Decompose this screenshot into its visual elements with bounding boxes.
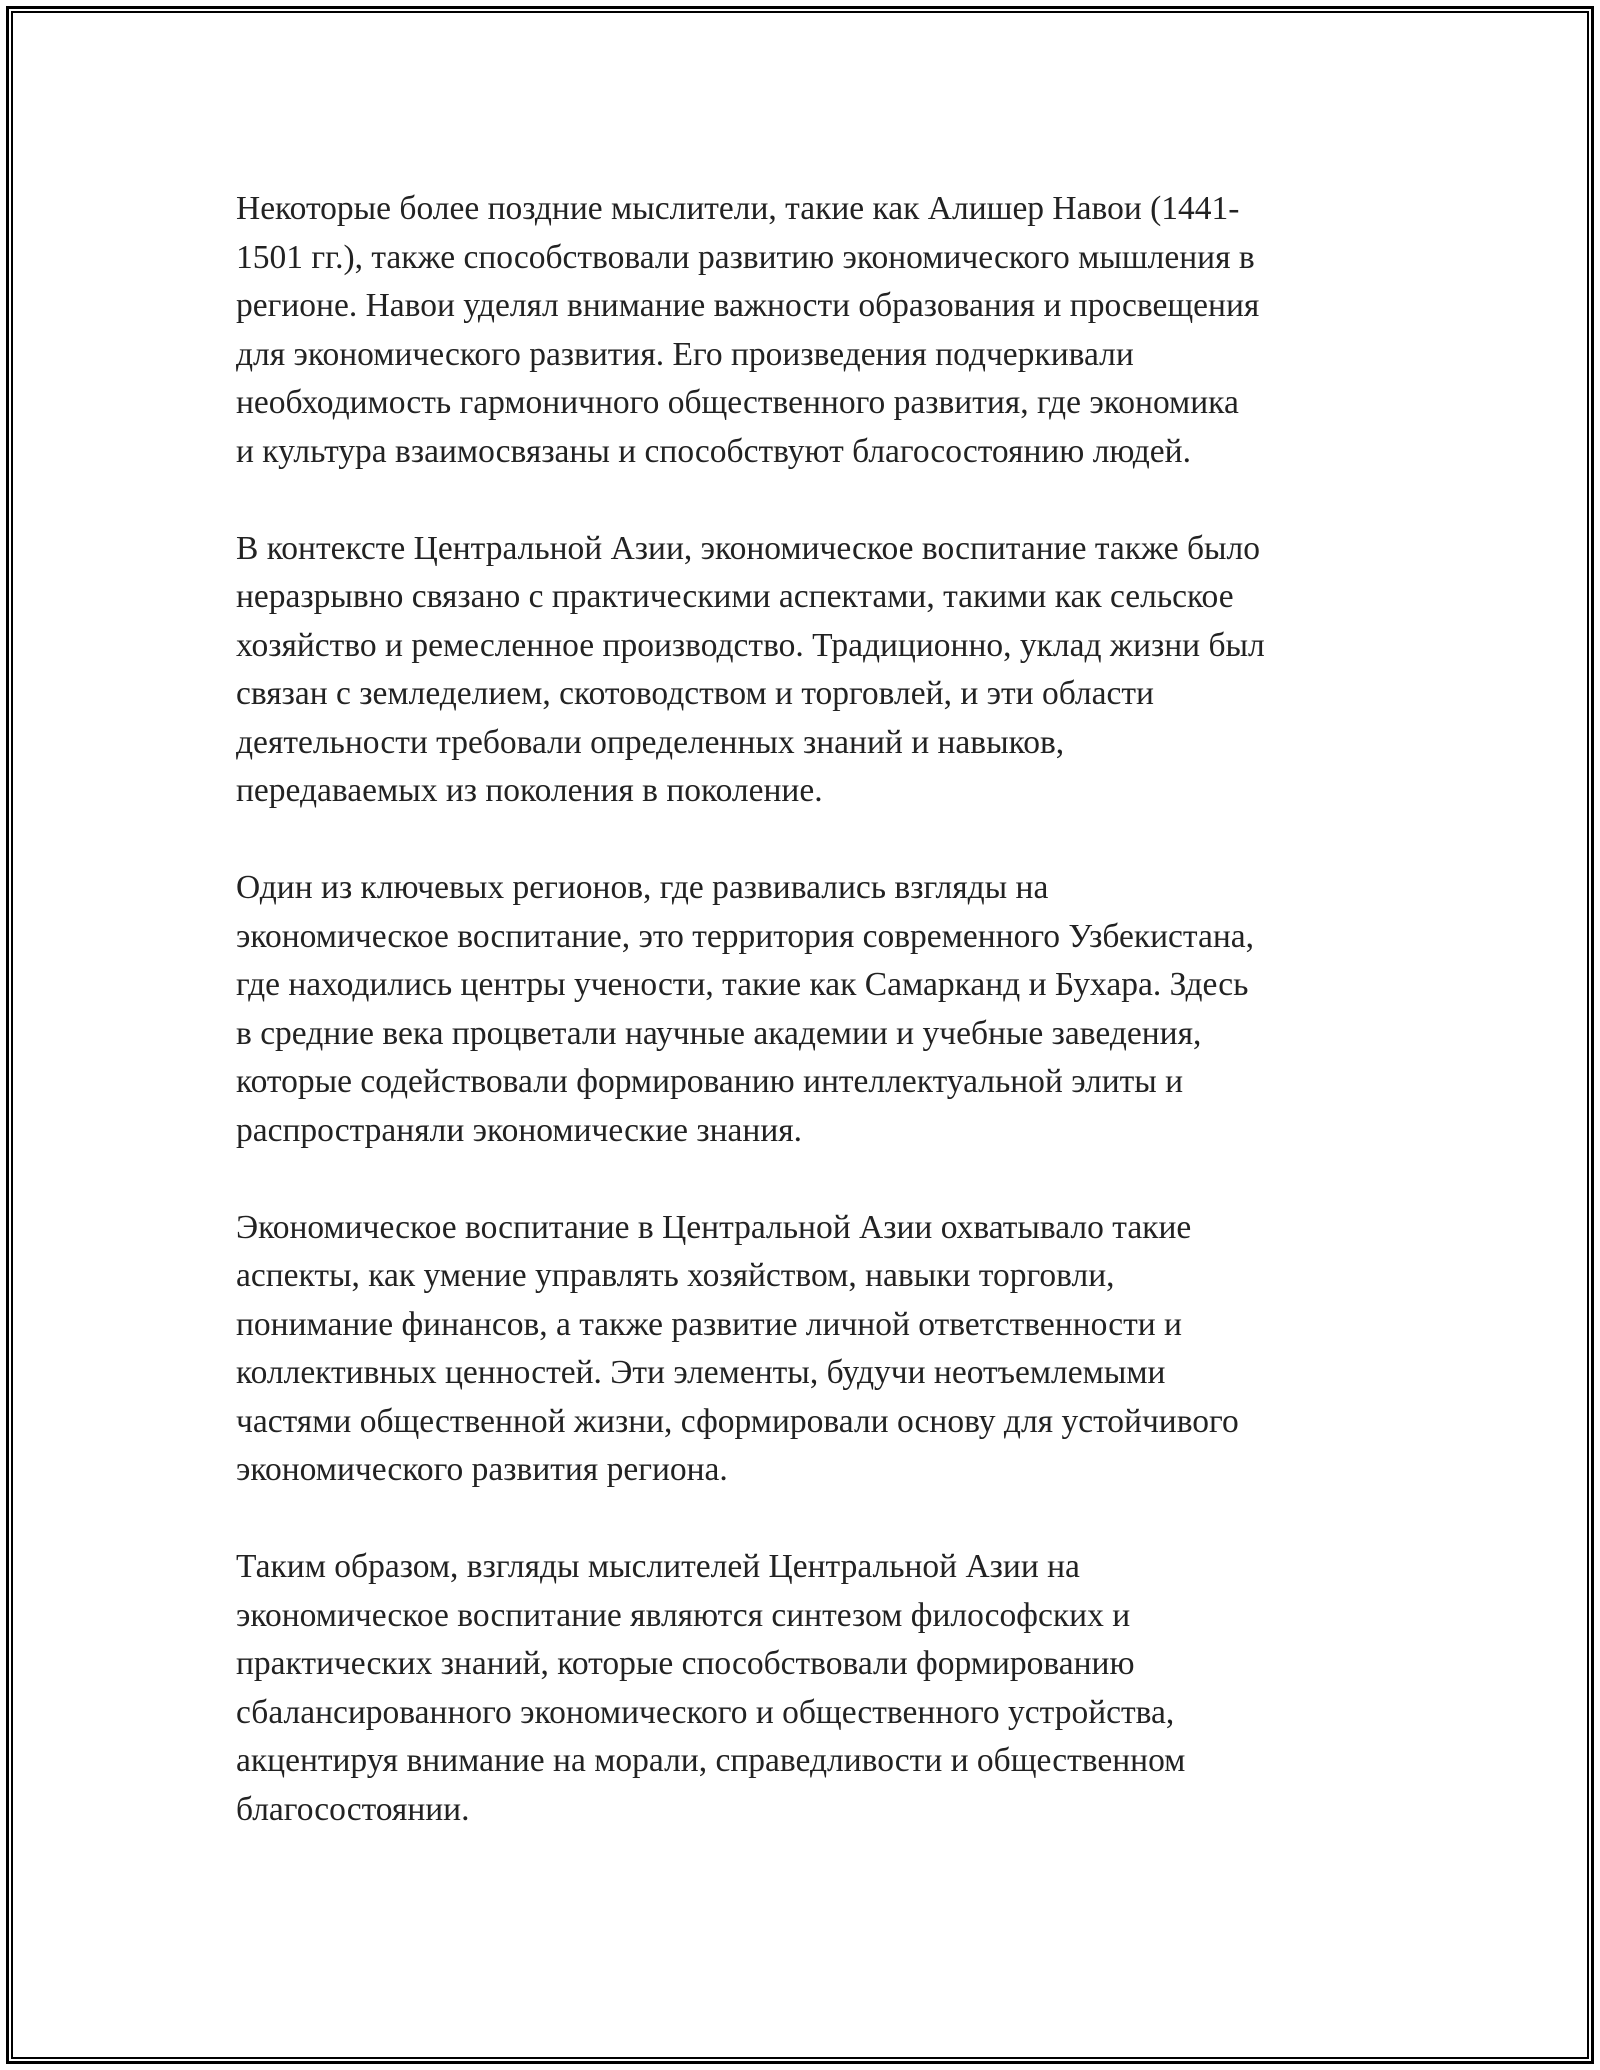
- text-line: распространяли экономические знания.: [236, 1111, 803, 1149]
- text-line: экономическое воспитание, это территория современного Узбекистана,: [236, 917, 1255, 955]
- text-line: В контексте Центральной Азии, экономическое воспитание также было: [236, 529, 1260, 567]
- text-line: в средние века процветали научные академии и учебные заведения,: [236, 1014, 1202, 1052]
- paragraph: [236, 1543, 1376, 1834]
- text-line: акцентируя внимание на морали, справедливости и общественном: [236, 1742, 1186, 1779]
- text-line: Таким образом, взгляды мыслителей Центральной Азии на: [236, 1548, 1080, 1585]
- text-line: которые содействовали формированию интеллектуальной элиты и: [236, 1063, 1184, 1100]
- text-line: необходимость гармоничного общественного развития, где экономика: [236, 384, 1239, 421]
- text-line: Экономическое воспитание в Центральной Азии охватывало такие: [236, 1208, 1192, 1246]
- paragraph-spacer: [236, 1495, 1376, 1544]
- text-line: для экономического развития. Его произведения подчеркивали: [236, 335, 1134, 373]
- text-line: сбалансированного экономического и общественного устройства,: [236, 1693, 1175, 1731]
- text-line: частями общественной жизни, сформировали основу для устойчивого: [236, 1402, 1239, 1440]
- text-line: связан с земледелием, скотоводством и торговлей, и эти области: [236, 675, 1154, 712]
- text-line: коллективных ценностей. Эти элементы, будучи неотъемлемыми: [236, 1354, 1166, 1391]
- paragraph: [236, 525, 1376, 816]
- paragraph: [236, 1204, 1376, 1495]
- text-line: деятельности требовали определенных знаний и навыков,: [236, 723, 1065, 761]
- text-line: передаваемых из поколения в поколение.: [236, 772, 823, 809]
- text-line: Некоторые более поздние мыслители, такие как Алишер Навои (1441-: [236, 190, 1240, 227]
- text-line: регионе. Навои уделял внимание важности образования и просвещения: [236, 287, 1260, 324]
- text-line: понимание финансов, а также развитие личной ответственности и: [236, 1305, 1182, 1343]
- text-line: благосостоянии.: [236, 1790, 470, 1828]
- paragraph-spacer: [236, 476, 1376, 525]
- paragraph: [236, 864, 1376, 1155]
- text-line: где находились центры учености, такие как Самарканд и Бухара. Здесь: [236, 966, 1249, 1003]
- paragraph-spacer: [236, 1155, 1376, 1204]
- text-line: практических знаний, которые способствовали формированию: [236, 1645, 1135, 1682]
- text-line: неразрывно связано с практическими аспектами, такими как сельское: [236, 578, 1234, 615]
- text-line: Один из ключевых регионов, где развивались взгляды на: [236, 869, 1049, 906]
- document-body: [236, 185, 1376, 1834]
- paragraph-spacer: [236, 816, 1376, 865]
- text-line: экономическое воспитание являются синтезом философских и: [236, 1596, 1131, 1634]
- text-line: аспекты, как умение управлять хозяйством, навыки торговли,: [236, 1257, 1115, 1294]
- text-line: экономического развития региона.: [236, 1451, 728, 1488]
- text-line: хозяйство и ремесленное производство. Традиционно, уклад жизни был: [236, 626, 1265, 664]
- text-line: 1501 гг.), также способствовали развитию экономического мышления в: [236, 238, 1255, 276]
- text-line: и культура взаимосвязаны и способствуют благосостоянию людей.: [236, 432, 1191, 470]
- paragraph: [236, 185, 1376, 476]
